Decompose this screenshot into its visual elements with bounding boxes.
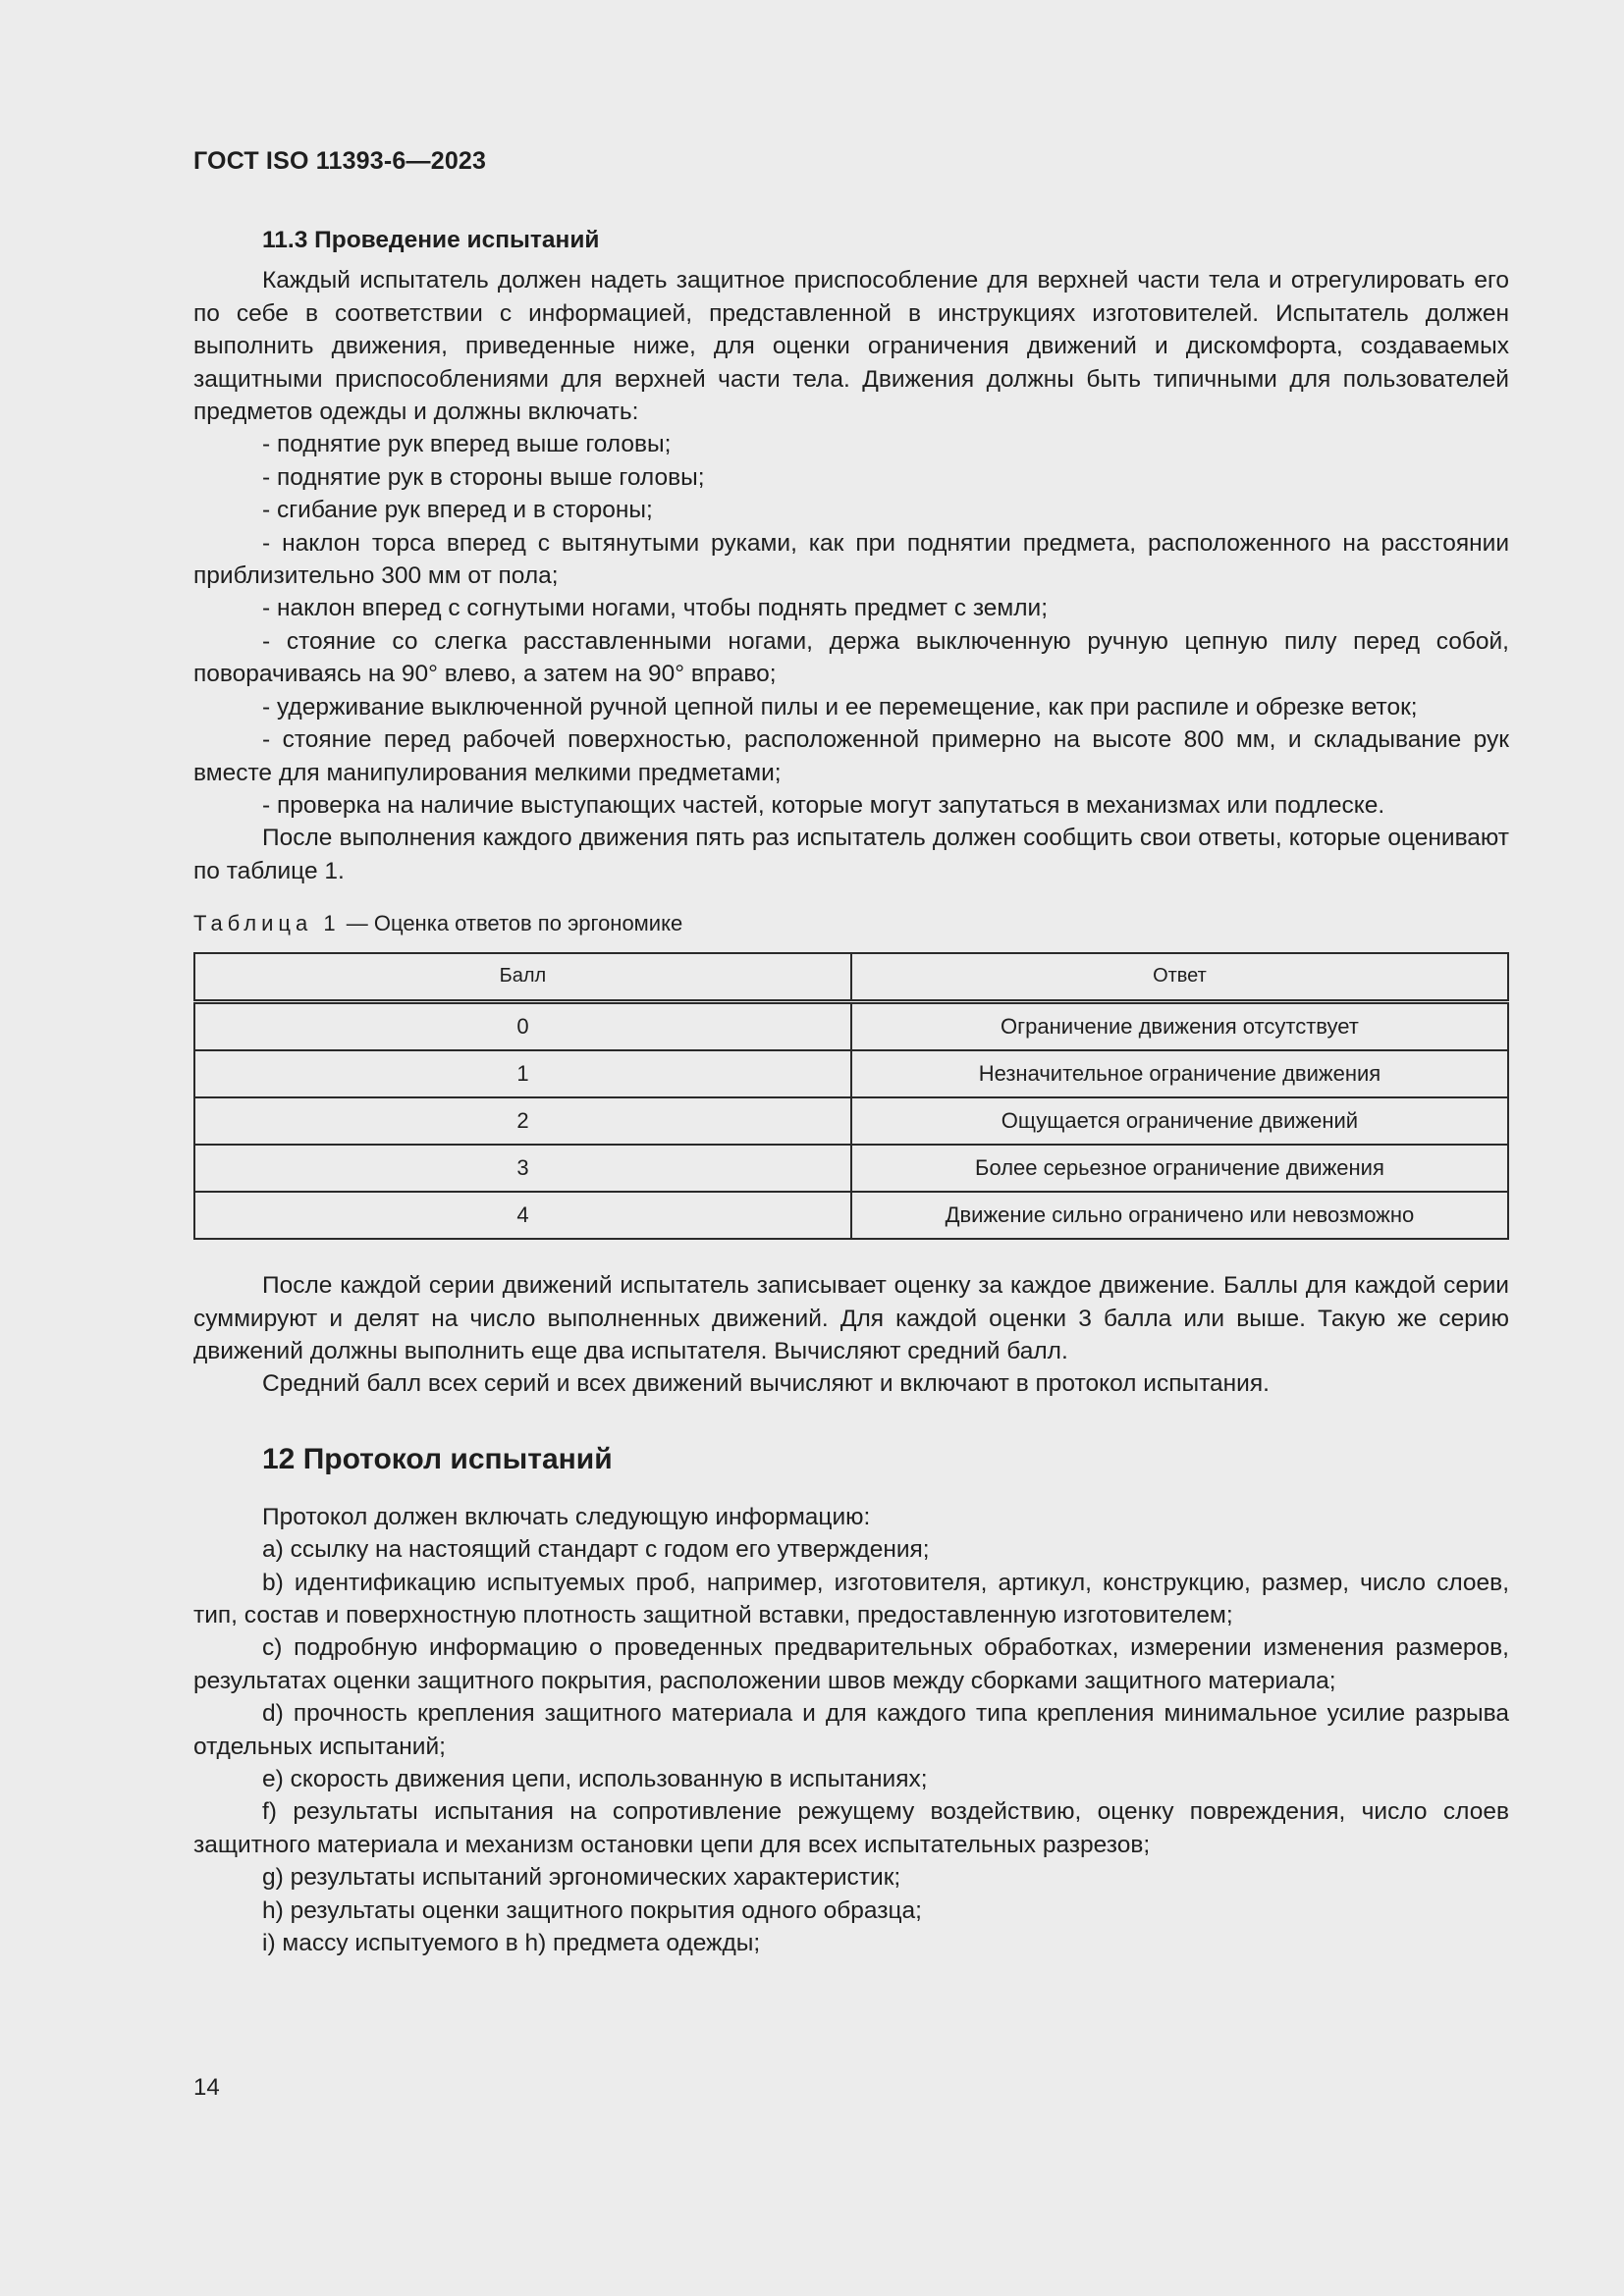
list-item: - поднятие рук в стороны выше головы; xyxy=(262,463,705,491)
table-caption-label: Таблица 1 xyxy=(193,911,341,936)
list-item: a) ссылку на настоящий стандарт с годом его утверждения; xyxy=(262,1536,930,1564)
paragraph: Протокол должен включать следующую информацию: xyxy=(262,1503,871,1530)
list-item: - наклон вперед с согнутыми ногами, чтобы поднять предмет с земли; xyxy=(262,595,1049,622)
document-body xyxy=(193,224,1509,1959)
paragraph: После каждой серии движений испытатель записывает оценку за каждое движение. Баллы для каждой серии суммируют и делят на число выполненных движений. Для каждой оценки 3 балла или выше. Такую же серию движений должны выполнить еще два испытателя. Вычисляют средний балл. xyxy=(193,1272,1509,1364)
list-item: g) результаты испытаний эргономических характеристик; xyxy=(262,1864,901,1892)
list-item: - поднятие рук вперед выше головы; xyxy=(262,431,672,458)
table-caption-title: Оценка ответов по эргономике xyxy=(373,911,683,936)
list-item: - стояние перед рабочей поверхностью, расположенной примерно на высоте 800 мм, и складывание рук вместе для манипулирования мелкими предметами; xyxy=(193,726,1509,786)
table-row xyxy=(194,1192,1508,1239)
paragraph: Средний балл всех серий и всех движений вычисляют и включают в протокол испытания. xyxy=(262,1370,1270,1398)
score-cell: 2 xyxy=(194,1097,851,1145)
paragraph: После выполнения каждого движения пять раз испытатель должен сообщить свои ответы, которые оценивают по таблице 1. xyxy=(193,825,1509,884)
answer-cell: Более серьезное ограничение движения xyxy=(851,1145,1508,1192)
page-number: 14 xyxy=(193,2074,220,2101)
score-cell: 3 xyxy=(194,1145,851,1192)
table-row xyxy=(194,1050,1508,1097)
list-item: - наклон торса вперед с вытянутыми руками, как при поднятии предмета, расположенного на расстоянии приблизительно 300 мм от пола; xyxy=(193,529,1509,590)
list-item: - сгибание рук вперед и в стороны; xyxy=(262,497,653,524)
table-caption xyxy=(193,909,1509,938)
column-header-score: Балл xyxy=(194,953,851,1002)
table-row xyxy=(194,1145,1508,1192)
answer-cell: Ограничение движения отсутствует xyxy=(851,1002,1508,1051)
ergonomics-score-table xyxy=(193,952,1509,1240)
after-table-text xyxy=(193,1269,1509,1401)
answer-cell: Ощущается ограничение движений xyxy=(851,1097,1508,1145)
list-item: e) скорость движения цепи, использованную в испытаниях; xyxy=(262,1766,928,1792)
table-row xyxy=(194,1097,1508,1145)
score-cell: 1 xyxy=(194,1050,851,1097)
score-cell: 0 xyxy=(194,1002,851,1051)
table-caption-dash: — xyxy=(346,911,368,936)
list-item: d) прочность крепления защитного материала и для каждого типа крепления минимальное усилие разрыва отдельных испытаний; xyxy=(193,1700,1509,1760)
list-item: - удерживание выключенной ручной цепной пилы и ее перемещение, как при распиле и обрезке веток; xyxy=(262,693,1418,721)
section-title: 12 Протокол испытаний xyxy=(262,1442,613,1475)
paragraph: Каждый испытатель должен надеть защитное приспособление для верхней части тела и отрегулировать его по себе в соответствии с информацией, представленной в инструкциях изготовителей. Испытатель должен выполнить движения, приведенные ниже, для оценки ограничения движений и дискомфорта, создаваемых защитными приспособлениями для верхней части тела. Движения должны быть типичными для пользователей предметов одежды и должны включать: xyxy=(193,267,1509,426)
list-item: - проверка на наличие выступающих частей, которые могут запутаться в механизмах или подлеске. xyxy=(262,791,1385,819)
score-cell: 4 xyxy=(194,1192,851,1239)
answer-cell: Незначительное ограничение движения xyxy=(851,1050,1508,1097)
list-item: - стояние со слегка расставленными ногами, держа выключенную ручную цепную пилу перед собой, поворачиваясь на 90° влево, а затем на 90° вправо; xyxy=(193,627,1509,688)
list-item: f) результаты испытания на сопротивление режущему воздействию, оценку повреждения, число слоев защитного материала и механизм остановки цепи для всех испытательных разрезов; xyxy=(193,1798,1509,1858)
list-item: c) подробную информацию о проведенных предварительных обработках, измерении изменения размеров, результатах оценки защитного покрытия, расположении швов между сборками защитного материала; xyxy=(193,1634,1509,1694)
list-item: i) массу испытуемого в h) предмета одежды; xyxy=(262,1930,761,1957)
column-header-answer: Ответ xyxy=(851,953,1508,1002)
answer-cell: Движение сильно ограничено или невозможно xyxy=(851,1192,1508,1239)
subsection-title: 11.3 Проведение испытаний xyxy=(262,227,600,253)
table-row xyxy=(194,1002,1508,1051)
document-header: ГОСТ ISO 11393-6—2023 xyxy=(193,147,487,175)
list-item: h) результаты оценки защитного покрытия одного образца; xyxy=(262,1896,922,1924)
list-item: b) идентификацию испытуемых проб, например, изготовителя, артикул, конструкцию, размер, число слоев, тип, состав и поверхностную плотность защитной вставки, предоставленную изготовителем; xyxy=(193,1569,1509,1629)
table-header-row xyxy=(194,953,1508,1002)
